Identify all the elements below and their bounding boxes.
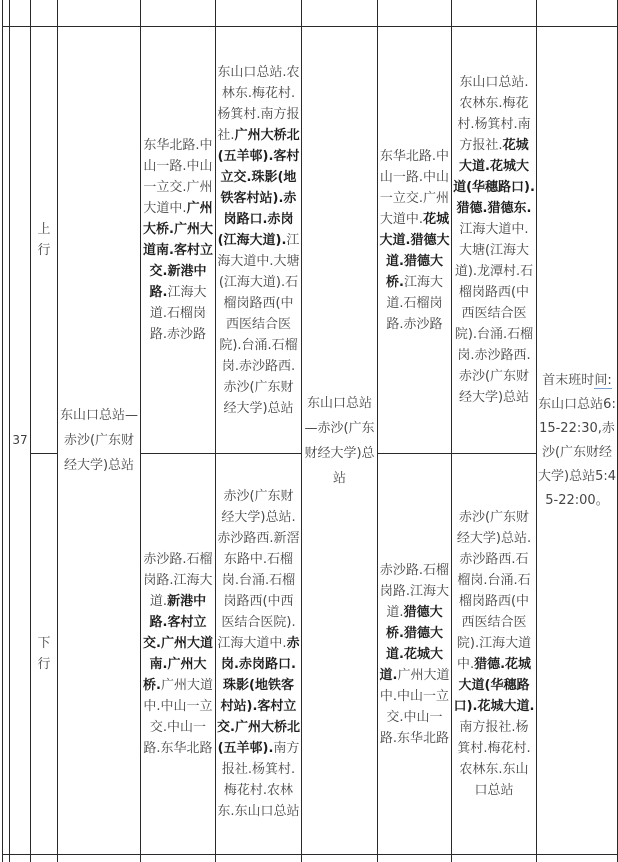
upbound-stops-2-cell: 东山口总站.农林东.梅花村.杨箕村.南方报社.花城大道.花城大道(华穗路口).猎德.猎德东.江海大道中.大塘(江海大道).龙潭村.石榴岗路西(中西医结合医院).台涌.石榴岗.赤沙路西.赤沙(广东财经大学)总站 [452,27,537,454]
empty-cell [378,0,452,27]
upbound-roads-cell: 东华北路.中山一路.中山一立交.广州大道中.广州大桥.广州大道南.客村立交.新港中路.江海大道.石榴岗路.赤沙路 [141,27,216,454]
empty-cell [216,0,302,27]
first-last-bus-time-cell: 首末班时间:东山口总站6:15-22:30,赤沙(广东财经大学)总站5:45-22:00。 [537,27,618,855]
empty-cell [452,0,537,27]
spacer-cell [3,27,10,855]
empty-cell [537,855,618,862]
downbound-roads-2-cell: 赤沙路.石榴岗路.江海大道.猎德大桥.猎德大道.花城大道.广州大道中.中山一立交.中山一路.东华北路 [378,454,452,855]
downbound-roads-cell: 赤沙路.石榴岗路.江海大道.新港中路.客村立交.广州大道南.广州大桥.广州大道中.中山一立交.中山一路.东华北路 [141,454,216,855]
bus-route-table [2,0,618,862]
empty-cell [58,855,141,862]
direction-up-cell: 上行 [31,27,58,454]
empty-cell [216,855,302,862]
downbound-stops-2-cell: 赤沙(广东财经大学)总站.赤沙路西.石榴岗.台涌.石榴岗路西(中西医结合医院).江海大道中.猎德.花城大道(华穗路口).花城大道.南方报社.杨箕村.梅花村.农林东.东山口总站 [452,454,537,855]
empty-cell [3,0,10,27]
route-name-mid-cell: 东山口总站—赤沙(广东财经大学)总站 [302,27,378,855]
empty-cell [302,0,378,27]
upbound-stops-cell: 东山口总站.农林东.梅花村.杨箕村.南方报社.广州大桥北(五羊邨).客村立交.珠影(地铁客村站).赤岗路口.赤岗(江海大道).江海大道中.大塘(江海大道).石榴岗路西(中西医结合医院).台涌.石榴岗.赤沙路西.赤沙(广东财经大学)总站 [216,27,302,454]
empty-cell [141,0,216,27]
empty-cell [302,855,378,862]
empty-cell [3,855,10,862]
empty-cell [10,855,31,862]
empty-cell [31,0,58,27]
empty-cell [31,855,58,862]
empty-cell [537,0,618,27]
empty-cell [452,855,537,862]
next-row-start [3,855,618,862]
direction-down-cell: 下行 [31,454,58,855]
route-name-cell: 东山口总站—赤沙(广东财经大学)总站 [58,27,141,855]
empty-cell [10,0,31,27]
upbound-roads-2-cell: 东华北路.中山一路.中山一立交.广州大道中.花城大道.猎德大道.猎德大桥.江海大道.石榴岗路.赤沙路 [378,27,452,454]
previous-row-remainder [3,0,618,27]
upbound-row [3,27,618,454]
empty-cell [378,855,452,862]
downbound-stops-cell: 赤沙(广东财经大学)总站.赤沙路西.新滘东路中.石榴岗.台涌.石榴岗路西(中西医结合医院).江海大道中.赤岗.赤岗路口.珠影(地铁客村站).客村立交.广州大桥北(五羊邨).南方报社.杨箕村.梅花村.农林东.东山口总站 [216,454,302,855]
route-number-cell: 37 [10,27,31,855]
empty-cell [141,855,216,862]
empty-cell [58,0,141,27]
